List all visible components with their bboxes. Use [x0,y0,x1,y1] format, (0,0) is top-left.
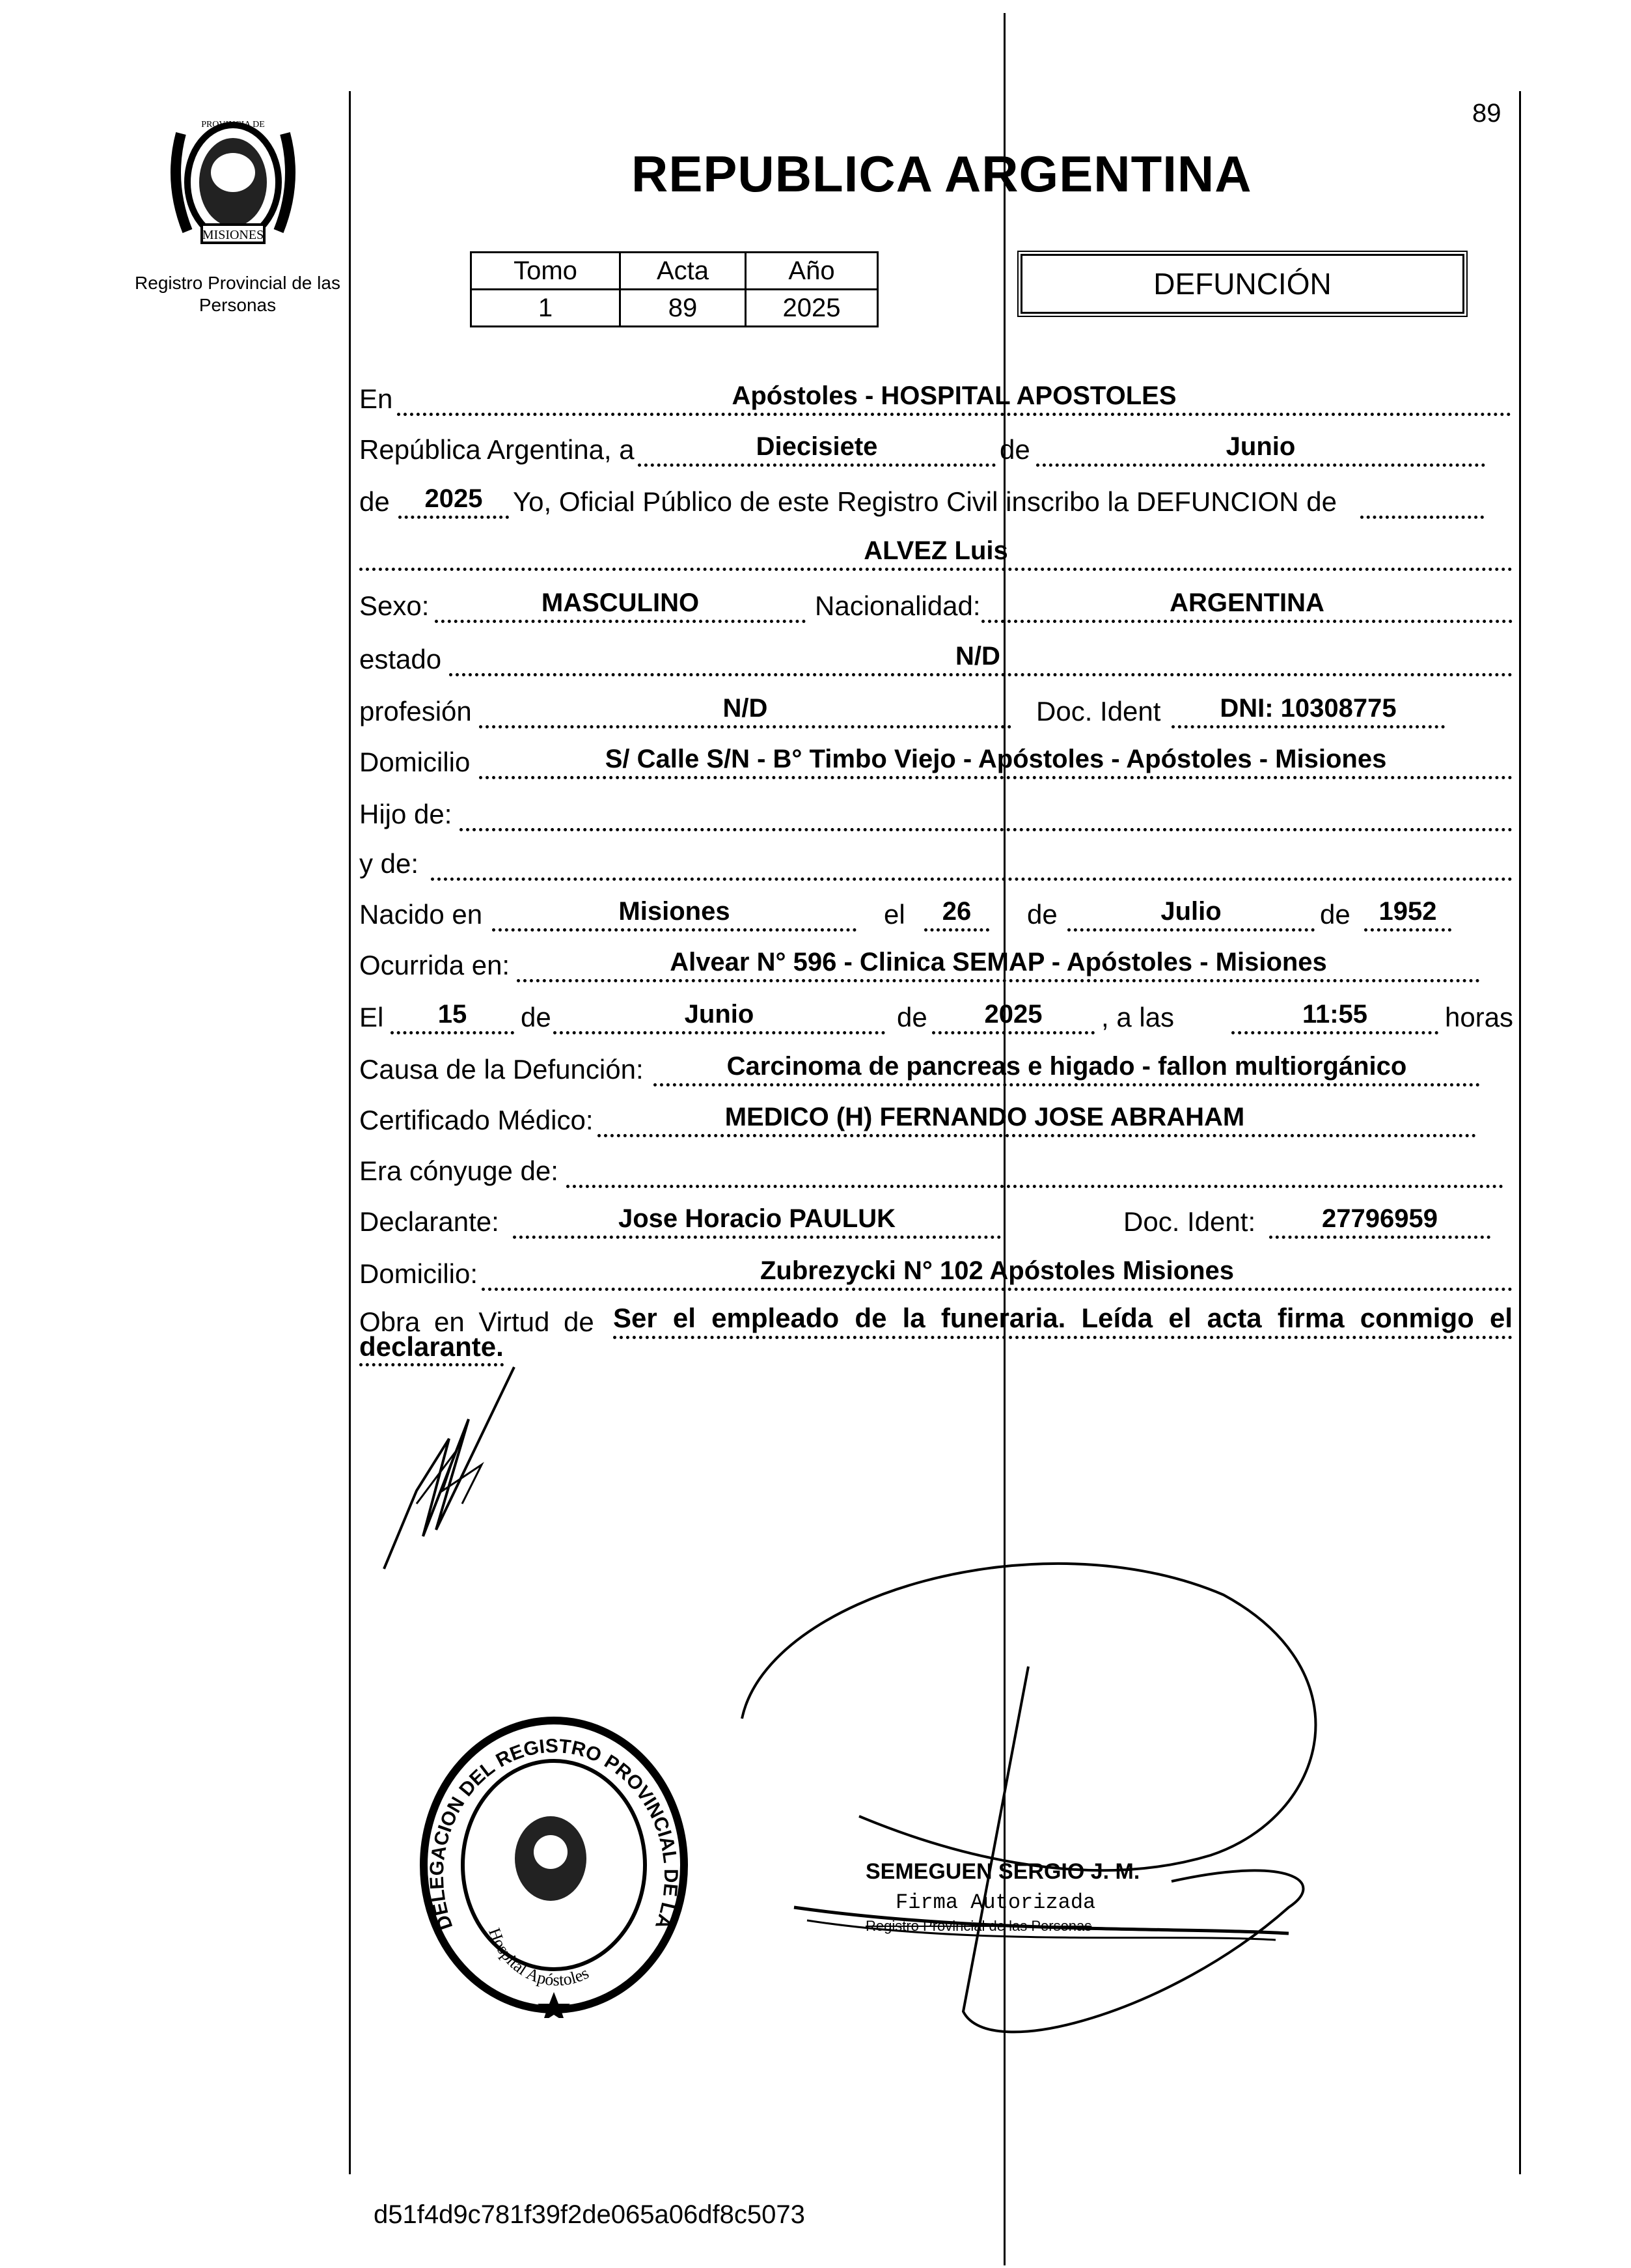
stamp-outer-text: DELEGACION DEL REGISTRO PROVINCIAL DE LA [426,1735,682,1933]
domicilio2-label: Domicilio: [359,1258,478,1289]
nac-mes-value: Julio [1160,897,1222,926]
doc-label: Doc. Ident [1036,696,1161,726]
sexo-value: MASCULINO [541,588,700,617]
declarant-signature [377,1361,573,1582]
mes-value: Junio [1226,432,1296,461]
sexo-label: Sexo: [359,590,430,621]
de6-label: de [897,1002,927,1032]
declarante-label: Declarante: [359,1206,499,1237]
nombre-line [359,568,1513,571]
def-mes-line [553,1031,885,1034]
official-signature [716,1543,1367,2070]
dia-line [638,463,996,467]
doc-value: DNI: 10308775 [1220,694,1397,723]
mes-line [1036,463,1485,467]
document-hash: d51f4d9c781f39f2de065a06df8c5073 [374,2200,805,2229]
def-anio-line [932,1031,1095,1034]
hijo-label: Hijo de: [359,799,452,829]
ocurrida-line [517,979,1480,982]
nacionalidad-value: ARGENTINA [1170,588,1324,617]
left-margin-line [349,91,351,2174]
nac-dia-line [924,928,989,932]
de3-label: de [1027,899,1058,930]
nombre-value: ALVEZ Luis [864,536,1008,565]
doc2-value: 27796959 [1322,1204,1438,1233]
nac-dia-value: 26 [942,897,972,926]
def-mes-value: Junio [684,1000,754,1029]
declarante-line [513,1236,1001,1239]
anio-value: 2025 [746,290,878,327]
anio-label: Año [746,253,878,290]
el2-label: El [359,1002,384,1032]
logo-bottom-text: MISIONES [202,228,264,242]
nacido-value: Misiones [618,897,730,926]
page-number: 89 [1472,99,1501,128]
def-dia-value: 15 [437,1000,467,1029]
yde-label: y de: [359,848,419,879]
profesion-line [479,725,1011,728]
de5-label: de [521,1002,551,1032]
de-label: de [1000,434,1030,465]
nacido-label: Nacido en [359,899,483,930]
anio-line [398,516,509,519]
causa-value: Carcinoma de pancreas e higado - fallon multiorgánico [726,1052,1407,1081]
obra-value-line1: Ser el empleado de la funeraria. Leída el acta firma conmigo el [613,1303,1513,1333]
yde-line [431,878,1513,881]
tomo-acta-anio-table [470,251,879,327]
de4-label: de [1320,899,1350,930]
def-anio-value: 2025 [984,1000,1043,1029]
tomo-label: Tomo [471,253,620,290]
yo-text: Yo, Oficial Público de este Registro Civil inscribo la DEFUNCION de [513,486,1337,517]
obra-label: Obra en Virtud de [359,1307,594,1337]
acta-value: 89 [620,290,746,327]
official-role: Firma Autorizada [896,1890,1096,1915]
ocurrida-value: Alvear N° 596 - Clinica SEMAP - Apóstoles - Misiones [670,948,1327,976]
stamp-inner-text: Hospital Apóstoles [485,1925,592,1990]
en-line [397,413,1511,416]
nac-mes-line [1067,928,1315,932]
nac-anio-value: 1952 [1378,897,1437,926]
logo-top-text: PROVINCIA DE [201,120,265,130]
certificado-line [597,1134,1476,1137]
domicilio2-line [482,1288,1513,1291]
anio-value: 2025 [424,484,483,513]
alas-label: , a las [1101,1002,1175,1032]
conyuge-line [566,1185,1503,1188]
domicilio-value: S/ Calle S/N - B° Timbo Viejo - Apóstoles - Apóstoles - Misiones [605,745,1387,773]
en-label: En [359,383,393,414]
profesion-value: N/D [722,694,768,723]
nacionalidad-label: Nacionalidad: [815,590,981,621]
domicilio-label: Domicilio [359,747,471,777]
tomo-value: 1 [471,290,620,327]
profesion-label: profesión [359,696,472,726]
domicilio2-value: Zubrezycki N° 102 Apóstoles Misiones [760,1256,1235,1285]
obra-line [613,1336,1513,1339]
doc2-label: Doc. Ident: [1123,1206,1256,1237]
def-hora-value: 11:55 [1302,1000,1368,1029]
hijo-line [459,828,1513,831]
def-dia-line [391,1031,514,1034]
dia-value: Diecisiete [756,432,878,461]
page-title: REPUBLICA ARGENTINA [631,145,1252,202]
republica-label: República Argentina, a [359,434,635,465]
document-type: DEFUNCIÓN [1021,254,1464,314]
registry-name: Registro Provincial de las Personas [135,273,340,315]
ocurrida-label: Ocurrida en: [359,950,510,980]
estado-value: N/D [955,642,1000,671]
nacionalidad-line [981,620,1513,623]
right-margin-line [1519,91,1521,2174]
certificado-label: Certificado Médico: [359,1105,594,1135]
domicilio-line [479,776,1513,779]
yo-line [1360,516,1484,519]
svg-text:Hospital Apóstoles [485,1926,592,1989]
obra-value-line2: declarante. [359,1331,504,1362]
estado-line [449,673,1513,676]
declarante-value: Jose Horacio PAULUK [618,1204,896,1233]
official-office: Registro Provincial de las Personas [866,1918,1092,1934]
en-value: Apóstoles - HOSPITAL APOSTOLES [732,381,1177,410]
el-label: el [884,899,905,930]
certificado-value: MEDICO (H) FERNANDO JOSE ABRAHAM [724,1103,1245,1131]
nac-anio-line [1364,928,1451,932]
province-logo [161,107,305,257]
doc-line [1172,725,1445,728]
causa-line [653,1083,1480,1086]
horas-label: horas [1445,1002,1514,1032]
doc2-line [1269,1236,1490,1239]
official-stamp [414,1712,694,2018]
nacido-line [492,928,857,932]
official-name: SEMEGUEN SERGIO J. M. [866,1859,1140,1884]
def-hora-line [1231,1031,1438,1034]
sexo-line [435,620,806,623]
de2-label: de [359,486,390,517]
acta-label: Acta [620,253,746,290]
conyuge-label: Era cónyuge de: [359,1155,558,1186]
causa-label: Causa de la Defunción: [359,1054,644,1085]
estado-label: estado [359,644,442,674]
